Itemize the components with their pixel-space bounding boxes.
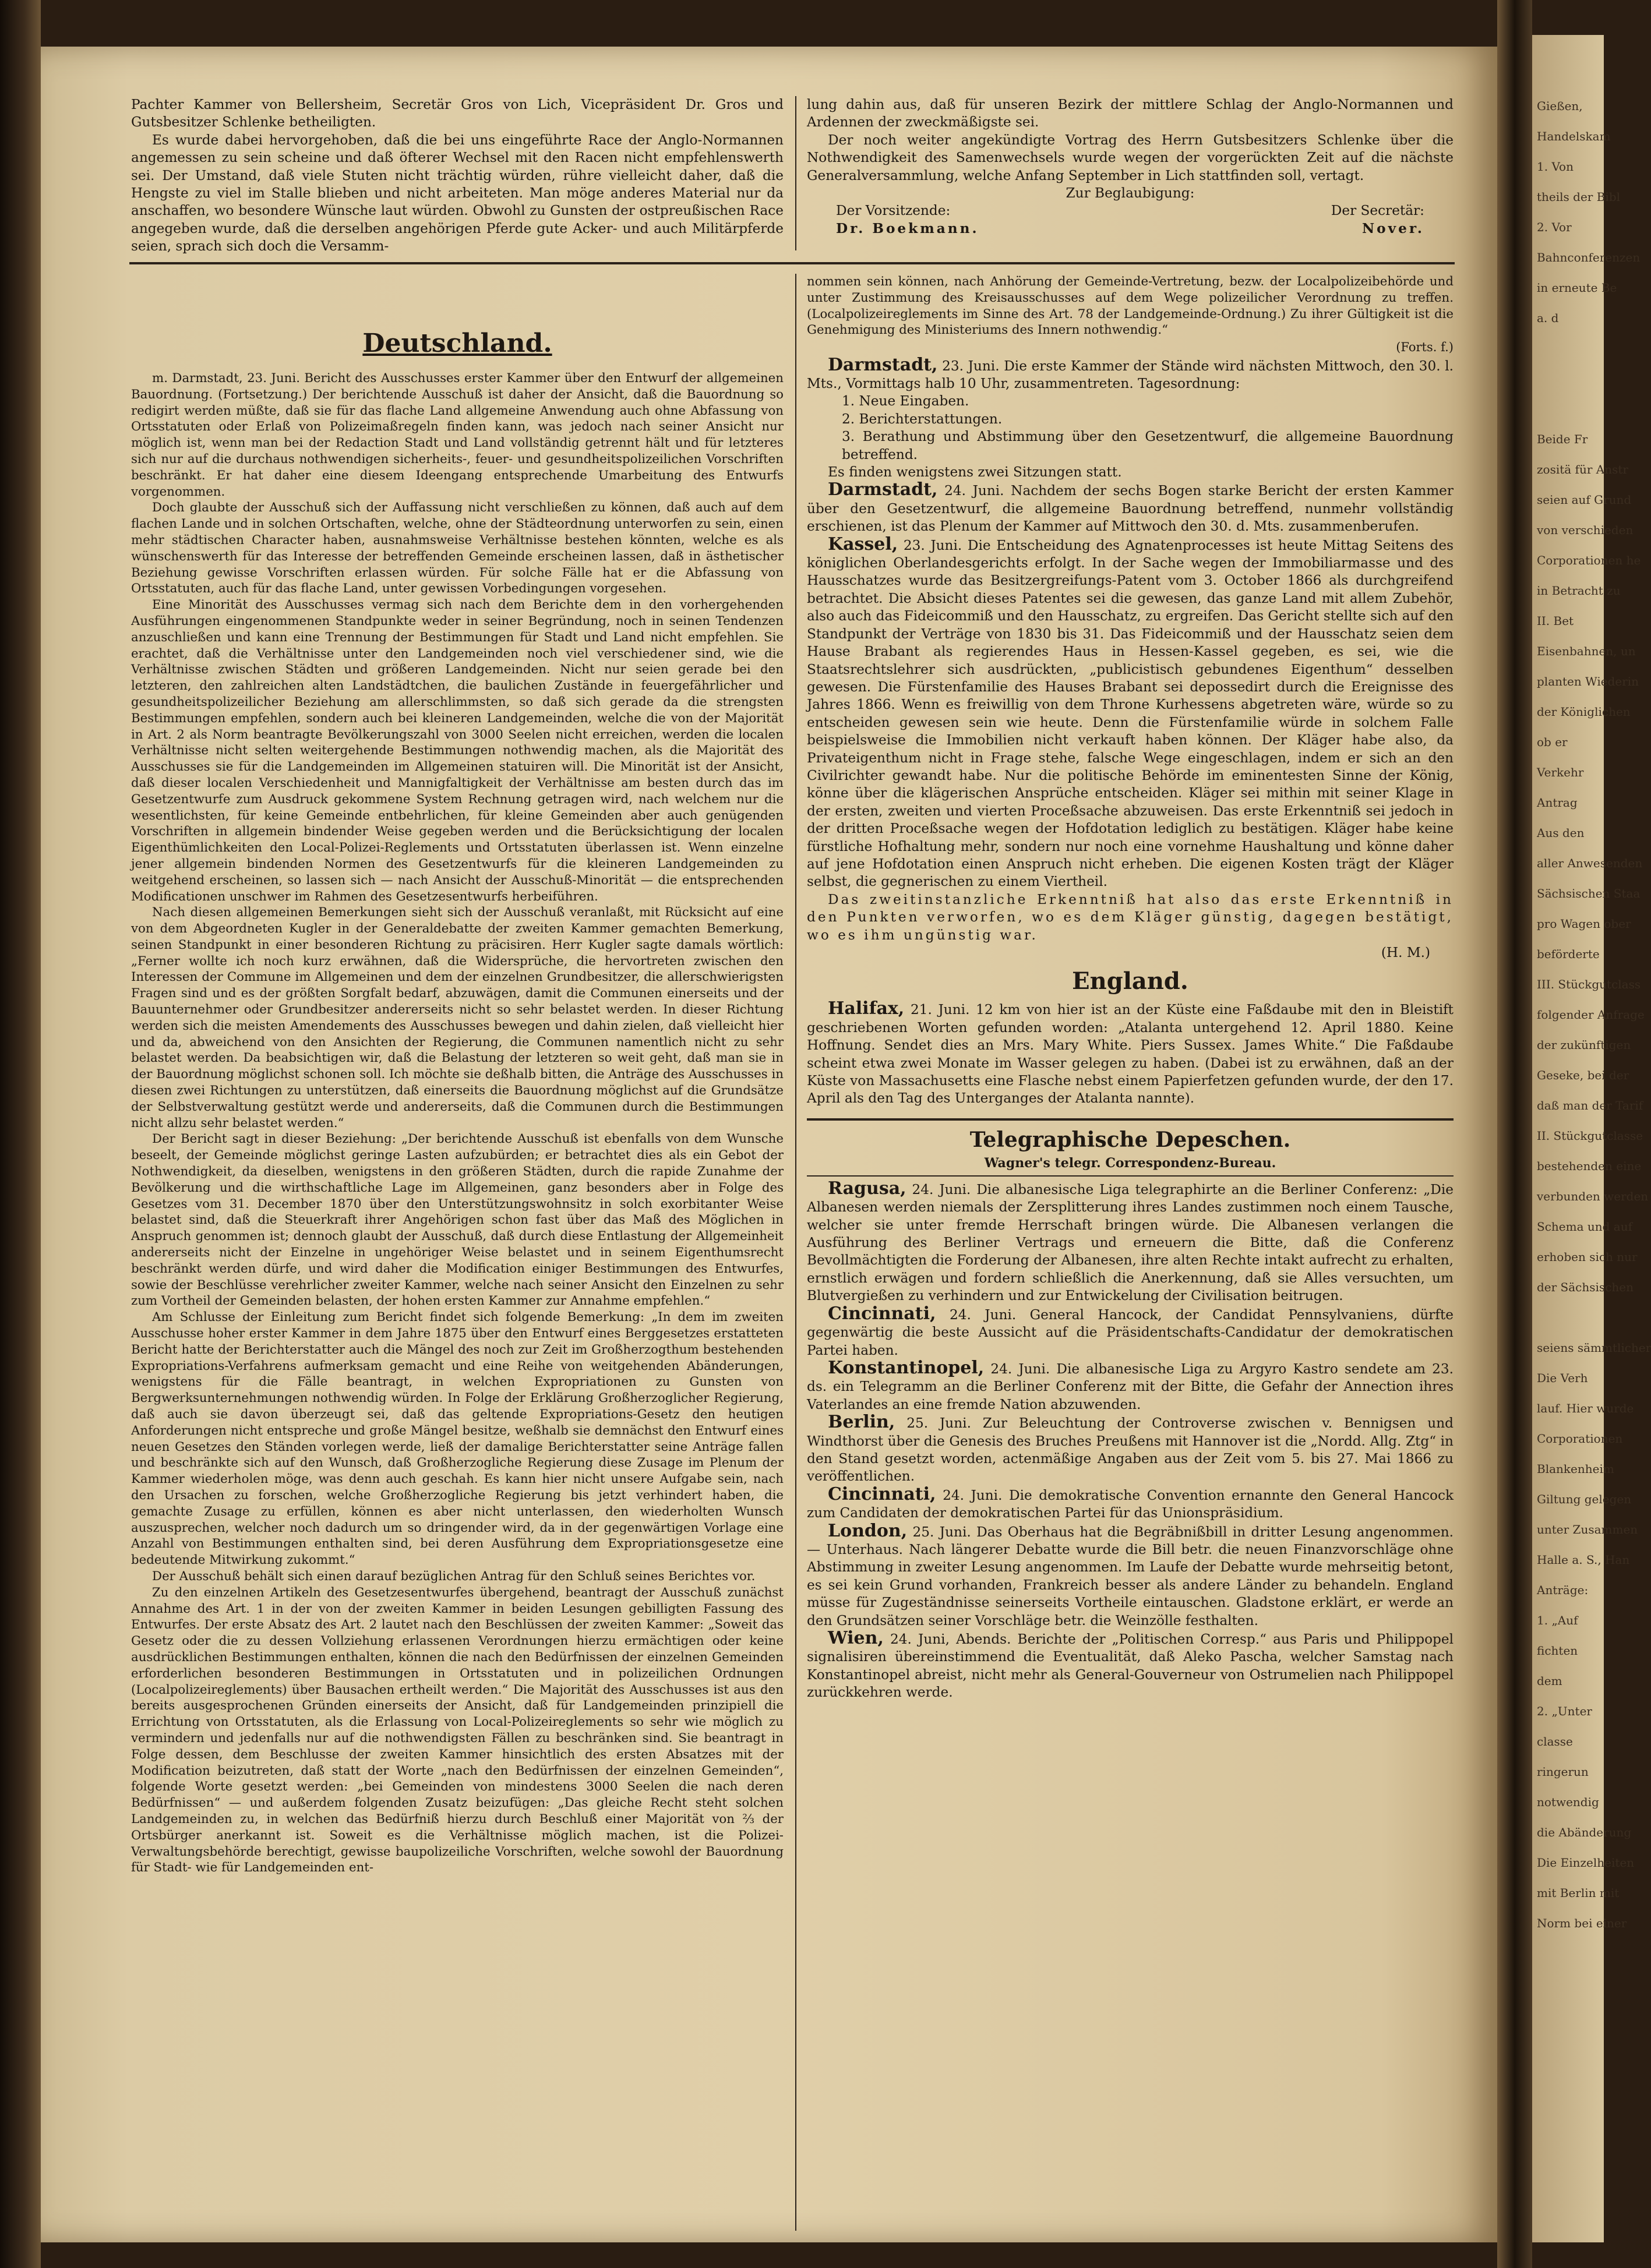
column-rule bbox=[795, 274, 796, 2231]
dispatch-item bbox=[807, 1414, 1454, 1486]
next-page-fragment: III. Stückgutclass bbox=[1537, 977, 1641, 991]
deutschland-heading: Deutschland. bbox=[362, 328, 552, 358]
deutschland-intro: m. Darmstadt, 23. Juni. Bericht des Ausschusses erster Kammer über den Entwurf der allgemeinen Bauordnung. (Fortsetzung.) Der berichtende Ausschuß ist daher der Ansicht, daß die Bauordnung so redigirt werden müßte, daß sie für das flache Land allgemeine Anwendung auch ohne Abfassung von Ortsstatuten oder Erlaß von Polizeimaßregeln finden kann, was jedoch nach seiner Ansicht nur möglich ist, wenn man bei der Redaction Stadt und Land vollständig getrennt hält und für letzteres sich nur auf die durchaus nothwendigen sicherheits-, feuer- und gesundheitspolizeilichen Vorschriften beschränkt. Er hat daher eine diesem Ideengang entsprechende Umarbeitung des Entwurfs vorgenommen. bbox=[131, 371, 784, 499]
next-page-fragment: der Sächsischen bbox=[1537, 1280, 1634, 1294]
dispatch-place: Cincinnati, bbox=[828, 1303, 936, 1324]
telegraph-subheading: Wagner's telegr. Correspondenz-Bureau. bbox=[807, 1154, 1454, 1177]
next-page-fragment: Halle a. S., Han bbox=[1537, 1553, 1630, 1567]
next-page-edge bbox=[1532, 35, 1651, 2242]
next-page-fragment: in erneute Be bbox=[1537, 281, 1617, 295]
dispatch-text: 24. Juni, Abends. Berichte der „Politischen Corresp.“ aus Paris und Philippopel signalisiren übereinstimmend die Eventualität, daß Aleko Pascha, welcher Samstag nach Konstantinopel abreist, nicht mehr als General-Gouverneur von Ostrumelien nach Philippopel zurückkehren werde. bbox=[807, 1631, 1454, 1701]
next-page-fragment: unter Zusammen bbox=[1537, 1522, 1638, 1536]
top-right-paragraph: lung dahin aus, daß für unseren Bezirk der mittlere Schlag der Anglo-Normannen und Ardennen der zweckmäßigste sei. bbox=[807, 97, 1454, 130]
dispatch-place: Wien, bbox=[828, 1628, 884, 1648]
right-main-column bbox=[807, 274, 1454, 1702]
next-page-fragment: II. Bet bbox=[1537, 614, 1574, 628]
deutschland-paragraph: Zu den einzelnen Artikeln des Gesetzesentwurfes übergehend, beantragt der Ausschuß zunächst Annahme des Art. 1 in der von der zweiten Kammer in beiden Lesungen gebilligten Fassung des Entwurfes. Der erste Absatz des Art. 2 lautet nach den Beschlüssen der zweiten Kammer: „Soweit das Gesetz oder die zu dessen Vollziehung erlassenen Verordnungen hierzu ermächtigen oder keine ausdrücklichen Bestimmungen enthalten, können die nach den Bedürfnissen der einzelnen Gemeinden erforderlichen besonderen Bestimmungen in Ortsstatuten und in polizeilichen Ordnungen (Localpolizeireglements) über Bausachen ertheilt werden.“ Die Majorität des Ausschusses ist aus den bereits ausgesprochenen Gründen einerseits der Ansicht, daß für Landgemeinden prinzipiell die Errichtung von Ortsstatuten, als die Erlassung von Local-Polizeireglements so sehr wie möglich zu vermindern und jedenfalls nur auf die nothwendigsten Fällen zu beschränken sind. Sie beantragt in Folge dessen, dem Beschlusse der zweiten Kammer hinsichtlich des ersten Absatzes mit der Modification beizutreten, daß statt der Worte „nach den Bedürfnissen der einzelnen Gemeinden“, folgende Worte gesetzt werden: „bei Gemeinden von mindestens 3000 Seelen die nach deren Bedürfnissen“ — und außerdem folgenden Zusatz beizufügen: „Das gleiche Recht steht solchen Landgemeinden zu, in welchen das Bedürfniß hierzu durch Beschluß einer Majorität von ⅔ der Ortsbürger anerkannt ist. Soweit es die Verhältnisse möglich machen, ist die Polizei-Verwaltungsbehörde berechtigt, gewisse baupolizeiliche Vorschriften, welche sowohl der Bauordnung für Stadt- wie für Landgemeinden ent- bbox=[131, 1585, 784, 1875]
next-page-fragment: Verkehr bbox=[1537, 765, 1584, 779]
deutschland-paragraph: Doch glaubte der Ausschuß sich der Auffassung nicht verschließen zu können, daß auch auf dem flachen Lande und in solchen Ortschaften, welche, ohne der Städteordnung unterworfen zu sein, einen mehr städtischen Character haben, ausnahmsweise Verhältnisse bestehen könnten, welche es als wünschenswerth für das Interesse der betreffenden Gemeinde erscheinen lassen, daß in ästhetischer Beziehung gewisse Vorschriften erlassen würden. Für solche Fälle hat er die Abfassung von Ortsstatuten, auch für das flache Land, unter gewissen Vorbedingungen vorgesehen. bbox=[131, 500, 784, 596]
next-page-fragment: theils der Bibl bbox=[1537, 190, 1621, 204]
agenda-list bbox=[807, 393, 1454, 464]
next-page-fragment: die Abänderung bbox=[1537, 1825, 1632, 1839]
top-left-column bbox=[131, 96, 784, 256]
dispatch-text: 24. Juni. Die albanesische Liga telegraphirte an die Berliner Conferenz: „Die Albanesen werden niemals der Zersplitterung ihres Landes zustimmen noch einem Tausche, welcher sie unter fremde Herrschaft bringen würde. Die Albanesen verlangen die Ausführung des Berliner Vertrags und erneuern die Bitte, daß die Conferenz Bevollmächtigten die Forderung der Albanesen, ihre alten Rechte intakt aufrecht zu erhalten, ernstlich erwägen und fordern schließlich die Anerkennung, daß sie Alles versuchten, um Blutvergießen zu verhindern und zur Entwickelung der Civilisation beitrugen. bbox=[807, 1181, 1454, 1304]
deutschland-paragraph: Der Bericht sagt in dieser Beziehung: „Der berichtende Ausschuß ist ebenfalls von dem Wunsche beseelt, der Gemeinde möglichst geringe Lasten aufzubürden; er betrachtet dies als ein Gebot der Nothwendigkeit, da dieselben, wenigstens in den größeren Städten, durch die rapide Zunahme der Bevölkerung und die wirthschaftliche Lage im Allgemeinen, ganz besonders aber in Folge des Gesetzes vom 31. December 1870 über den Unterstützungswohnsitz in solch exorbitanter Weise belastet sind, daß die Steuerkraft ihrer Angehörigen schon fast über das Maß des Möglichen in Anspruch genommen ist; dennoch glaubt der Ausschuß, daß durch diese Entlastung der Allgemeinheit andererseits nicht der Einzelne in ungehöriger Weise belastet und in seinem Eigenthumsrecht beschränkt werden dürfe, und wird daher die Modification einiger Bestimmungen des Entwurfes, sowie der Beschlüsse verehrlicher zweiter Kammer, welche nach seiner Ansicht den Einzelnen zu sehr zum Vortheil der Gemeinden belasten, der hohen ersten Kammer zur Annahme empfehlen.“ bbox=[131, 1132, 784, 1309]
next-page-fragment: Antrag bbox=[1537, 796, 1578, 810]
next-page-fragment: II. Stückgutclasse bbox=[1537, 1129, 1643, 1143]
deutschland-paragraph: Eine Minorität des Ausschusses vermag sich nach dem Berichte dem in den vorhergehenden Ausführungen eingenommenen Standpunkte weder in seiner Begründung, noch in seinen Tendenzen anzuschließen und kann eine Trennung der Bestimmungen für Stadt und Land nicht empfehlen. Sie erachtet, daß die Verhältnisse unter den Landgemeinden noch viel verschiedener sind, wie die Verhältnisse zwischen Städten und größeren Landgemeinden. Nicht nur seien gerade bei den letzteren, den zahlreichen alten Landstädtchen, die baulichen Zustände in feuergefährlicher und gesundheitspolizeilicher Beziehung am allerschlimmsten, so daß sich gerade da die strengsten Bestimmungen empfehlen, sondern auch bei kleineren Landgemeinden, welche die von der Majorität in Art. 2 als Norm beantragte Bevölkerungszahl von 3000 Seelen nicht erreichen, werden die localen Verhältnisse nicht selten weitergehende Bestimmungen nothwendig machen, als die Majorität des Ausschusses sie für die Landgemeinden im Allgemeinen statuiren will. Die Minorität ist der Ansicht, daß dieser localen Verschiedenheit und Mannigfaltigkeit der Verhältnisse am besten durch das im Gesetzentwurfe zum Ausdruck gekommene System Rechnung getragen wird, nach welchem nur die wesentlichsten, für keine Gemeinde entbehrlichen, für kleine Gemeinden aber auch genügenden Vorschriften in allgemein bindender Weise gegeben werden und die Berücksichtigung der localen Eigenthümlichkeiten den Local-Polizei-Reglements und Ortsstatuten überlassen ist. Wenn einzelne jener allgemein bindenden Normen des Gesetzentwurfs für die kleineren Landgemeinden zu weitgehend erscheinen, so lassen sich — nach Ansicht der Ausschuß-Minorität — die entsprechenden Modificationen unschwer im Rahmen des Gesetzesentwurfs herbeiführen. bbox=[131, 598, 784, 904]
top-left-paragraph: Es wurde dabei hervorgehoben, daß die bei uns eingeführte Race der Anglo-Normannen angemessen zu sein scheine und daß öfterer Wechsel mit den Racen nicht empfehlenswerth sei. Der Umstand, daß viele Stuten nicht trächtig würden, rühre vielleicht daher, daß die Hengste zu viel im Stalle blieben und nicht arbeiteten. Man möge anderes Material nur da anschaffen, wo besondere Wünsche laut würden. Obwohl zu Gunsten der ostpreußischen Race angegeben wurde, daß die derselben angehörigen Pferde gute Acker- und auch Militärpferde seien, sprach sich doch die Versamm- bbox=[131, 132, 784, 255]
continuation-paragraph: nommen sein können, nach Anhörung der Gemeinde-Vertretung, bezw. der Localpolizeibehörde und unter Zustimmung des Kreisausschusses auf dem Wege polizeilicher Verordnung zu treffen. (Localpolizeireglements im Sinne des Art. 78 der Landgemeinde-Ordnung.) Zu ihrer Gültigkeit ist die Genehmigung des Ministeriums des Innern nothwendig.“ bbox=[807, 274, 1454, 338]
next-page-fragment: Geseke, bei der bbox=[1537, 1068, 1629, 1082]
next-page-fragment: pro Wagen ober bbox=[1537, 917, 1631, 931]
dispatch-place: Ragusa, bbox=[828, 1178, 906, 1199]
next-page-fragment: 2. „Unter bbox=[1537, 1704, 1592, 1718]
next-page-fragment: Norm bei einer bbox=[1537, 1916, 1627, 1930]
next-page-fragment: fichten bbox=[1537, 1644, 1578, 1658]
signature-labels bbox=[807, 202, 1454, 220]
section-rule bbox=[129, 262, 1455, 264]
dispatch-item bbox=[807, 1359, 1454, 1414]
next-page-fragment: dem bbox=[1537, 1674, 1562, 1688]
dateline-place: Darmstadt, bbox=[828, 479, 938, 500]
next-page-fragment: Giltung gelegen bbox=[1537, 1492, 1632, 1506]
agenda-item: 3. Berathung und Abstimmung über den Gesetzentwurf, die allgemeine Bauordnung betreffend. bbox=[842, 429, 1454, 462]
next-page-fragment: Blankenheim bbox=[1537, 1462, 1614, 1476]
section-rule bbox=[807, 1118, 1454, 1121]
next-page-fragment: zositä für Anstr bbox=[1537, 462, 1628, 476]
kassel-verdict: Das zweitinstanzliche Erkenntniß hat also das erste Erkenntniß in den Punkten verworfen, wo es dem Kläger günstig, dagegen bestätigt, wo es ihm ungünstig war. bbox=[807, 891, 1454, 943]
top-left-paragraph: Pachter Kammer von Bellersheim, Secretär Gros von Lich, Vicepräsident Dr. Gros und Gutsbesitzer Schlenke betheiligten. bbox=[131, 97, 784, 130]
next-page-fragment: daß man der Tarif bbox=[1537, 1098, 1643, 1112]
next-page-fragment: lauf. Hier wurde bbox=[1537, 1401, 1634, 1415]
next-page-fragment: planten Wiederin bbox=[1537, 674, 1639, 688]
next-page-fragment: mit Berlin mit bbox=[1537, 1886, 1620, 1900]
next-page-fragment: Die Verh bbox=[1537, 1371, 1588, 1385]
next-page-fragment: erhoben sich nur bbox=[1537, 1250, 1638, 1264]
kassel-report: 23. Juni. Die Entscheidung des Agnatenprocesses ist heute Mittag Seitens des königlichen Oberlandesgerichts erfolgt. In der Sache wegen der Immobiliarmasse und des Hausschatzes wurde das Besitzergreifungs-Patent vom 3. October 1866 als durchgreifend betrachtet. Die Absicht dieses Patentes sei die gewesen, das ganze Land mit allem Zubehör, also auch das Fideicommiß und den Hausschatz, zu ergreifen. Das Gericht stellte sich auf den Standpunkt der Verträge von 1830 bis 31. Das Fideicommiß und der Hausschatz seien dem Hause Brabant als regierendes Haus in Hessen-Kassel gegeben, es sei, wie die Staatsrechtslehrer sich ausdrückten, „publicistisch gebundenes Eigenthum“ desselben gewesen. Die Fürstenfamilie des Hauses Brabant sei depossedirt durch die Ereignisse des Jahres 1866. Wenn es freiwillig von dem Throne Kurhessens abgetreten wäre, würde so zu entscheiden gewesen sein wie heute. Denn die Fürstenfamilie würde in solchem Falle beispielsweise die Immobilien nicht verkauft haben können. Der Kläger habe also, da Privateigenthum nicht in Frage stehe, falsche Wege eingeschlagen, indem er sich an den Civilrichter gewandt habe. Nur die politische Behörde im eminentesten Sinne der König, könne über die klägerischen Ansprüche entscheiden. Kläger sei mithin mit seiner Klage in der ersten, zweiten und vierten Proceßsache abzuweisen. Das erste Erkenntniß sei jedoch in der dritten Proceßsache wegen der Hofdotation lediglich zu bestätigen. Kläger habe keine fürstliche Hofhaltung mehr, sondern nur noch eine vornehme Haushaltung und könne daher auf jene Hofdotation einen Anspruch nicht erheben. Die eigenen Kosten trägt der Kläger selbst, die gegnerischen zu einem Viertheil. bbox=[807, 537, 1454, 890]
next-page-fragment: notwendig bbox=[1537, 1795, 1599, 1809]
kassel-source: (H. M.) bbox=[1381, 945, 1430, 960]
dispatch-place: Berlin, bbox=[828, 1412, 895, 1433]
england-heading: England. bbox=[1072, 967, 1188, 995]
next-page-fragment: Corporationen he bbox=[1537, 553, 1641, 567]
next-page-fragment: der zukünftigen bbox=[1537, 1038, 1631, 1052]
next-page-fragment: Corporationen bbox=[1537, 1432, 1623, 1446]
next-page-fragment: Schema und auf bbox=[1537, 1220, 1632, 1234]
next-page-fragment: seien auf Grund bbox=[1537, 493, 1632, 507]
dateline-place: Darmstadt, bbox=[828, 354, 938, 375]
next-page-fragment: beförderte bbox=[1537, 947, 1600, 961]
next-page-fragment: in Betracht zu bbox=[1537, 584, 1621, 598]
agenda-item: 2. Berichterstattungen. bbox=[842, 411, 1003, 427]
next-page-fragment: seiens sämmtlicher bbox=[1537, 1341, 1651, 1355]
dispatch-text: 25. Juni. Zur Beleuchtung der Controverse zwischen v. Bennigsen und Windthorst über die Genesis des Bruches Preußens mit Hannover ist die „Nordd. Allg. Ztg“ in den Stand gesetzt worden, actenmäßige Angaben aus der Zeit vom 5. bis 27. Mai 1866 zu veröffentlichen. bbox=[807, 1415, 1454, 1485]
next-page-fragment: Anträge: bbox=[1537, 1583, 1589, 1597]
next-page-fragment: Beide Fr bbox=[1537, 432, 1588, 446]
next-page-fragment: Handelskam bbox=[1537, 129, 1611, 143]
next-page-fragment: a. d bbox=[1537, 311, 1559, 325]
next-page-fragment: bestehenden eine bbox=[1537, 1159, 1642, 1173]
dispatch-item bbox=[807, 1630, 1454, 1702]
top-right-column bbox=[807, 96, 1454, 238]
next-page-fragment: Eisenbahnen, un bbox=[1537, 644, 1636, 658]
next-page-fragment: 1. Von bbox=[1537, 160, 1574, 174]
book-gutter bbox=[1497, 0, 1532, 2268]
dispatch-item bbox=[807, 1180, 1454, 1305]
column-rule bbox=[795, 96, 796, 250]
attestation-label: Zur Beglaubigung: bbox=[1066, 185, 1195, 202]
dispatch-place: Konstantinopel, bbox=[828, 1357, 985, 1378]
dispatch-text: 25. Juni. Das Oberhaus hat die Begräbnißbill in dritter Lesung angenommen. — Unterhaus. Nach längerer Debatte wurde die Bill betr. die neuen Finanzvorschläge ohne Abstimmung in zweiter Lesung angenommen. Im Laufe der Debatte wurde mehrseitig betont, es sei kein Grund vorhanden, Frankreich besser als andere Länder zu behandeln. England müsse für Zugeständnisse seinerseits Vortheile eintauschen. Gladstone erklärt, er werde an den Grundsätzen seiner Vorschläge betr. die Weinzölle festhalten. bbox=[807, 1524, 1454, 1628]
darmstadt-notice: 23. Juni. Die erste Kammer der Stände wird nächsten Mittwoch, den 30. l. Mts., Vormittags halb 10 Uhr, zusammentreten. Tagesordnung: bbox=[807, 358, 1454, 391]
dispatch-text: 24. Juni. Die albanesische Liga zu Argyro Kastro sendete am 23. ds. ein Telegramm an die Berliner Conferenz mit der Bitte, die Gefahr der Annection ihres Vaterlandes an eine fremde Nation abzuwenden. bbox=[807, 1361, 1454, 1412]
darmstadt-report: 24. Juni. Nachdem der sechs Bogen starke Bericht der ersten Kammer über den Gesetzentwurf, die allgemeine Bauordnung betreffend, nunmehr vollständig erschienen, ist das Plenum der Kammer auf Mittwoch den 30. d. Mts. zusammenberufen. bbox=[807, 483, 1454, 535]
book-spine bbox=[0, 0, 41, 2268]
next-page-fragment: Gießen, bbox=[1537, 99, 1583, 113]
next-page-fragment: classe bbox=[1537, 1734, 1573, 1748]
telegraph-heading: Telegraphische Depeschen. bbox=[969, 1127, 1291, 1152]
left-main-column bbox=[131, 326, 784, 1876]
deutschland-paragraph: Nach diesen allgemeinen Bemerkungen sieht sich der Ausschuß veranlaßt, mit Rücksicht auf eine von dem Abgeordneten Kugler in der Generaldebatte der zweiten Kammer gemachten Bemerkung, seinen Standpunkt in einer besonderen Richtung zu präcisiren. Herr Kugler sagte damals wörtlich: „Ferner wollte ich noch kurz erwähnen, daß die Widersprüche, die hervortreten zwischen den Interessen der Commune im Allgemeinen und dem der einzelnen Grundbesitzer, die allerschwierigsten Fragen sind und es der größten Sorgfalt bedarf, abzuwägen, damit die Communen einerseits und der Bauunternehmer oder Grundbesitzer andererseits nicht so sehr belastet werden. In dieser Richtung werden sich die meisten Amendements des Ausschusses bewegen und dahin zielen, daß vielleicht hier und da, abweichend von den Ansichten der Regierung, die Communen namentlich nicht zu sehr belastet werden. Da beabsichtigen wir, daß die Belastung der letzteren so weit geht, daß man sie in der Bauordnung möglichst schonen soll. Ich möchte sie deßhalb bitten, die Anträge des Ausschusses in diesen zwei Richtungen zu unterstützen, daß einerseits die Bauordnung möglichst auf die Grundsätze der Selbstverwaltung gestützt werde und andererseits, daß die Communen durch die Bestimmungen nicht allzu sehr belastet werden.“ bbox=[131, 905, 784, 1131]
continuation-note: (Forts. f.) bbox=[1396, 340, 1454, 355]
agenda-item: 1. Neue Eingaben. bbox=[842, 393, 969, 409]
dispatch-text: 24. Juni. Die demokratische Convention ernannte den General Hancock zum Candidaten der demokratischen Partei für das Unionspräsidium. bbox=[807, 1487, 1454, 1521]
next-page-fragment: aller Anwesenden bbox=[1537, 856, 1643, 870]
next-page-fragment: Aus den bbox=[1537, 826, 1585, 840]
next-page-fragment: ob er bbox=[1537, 735, 1568, 749]
next-page-fragment: folgender Anfrage bbox=[1537, 1008, 1645, 1022]
chair-label: Der Vorsitzende: bbox=[836, 203, 951, 219]
dateline-place: Kassel, bbox=[828, 534, 898, 554]
next-page-fragment: 2. Vor bbox=[1537, 220, 1572, 234]
top-right-paragraph: Der noch weiter angekündigte Vortrag des Herrn Gutsbesitzers Schlenke über die Nothwendigkeit des Samenwechsels wurde wegen der vorgerückten Zeit auf die nächste Generalversammlung, welche Anfang September in Lich stattfinden soll, vertagt. bbox=[807, 132, 1454, 183]
deutschland-paragraph: Der Ausschuß behält sich einen darauf bezüglichen Antrag für den Schluß seines Berichtes vor. bbox=[152, 1568, 756, 1584]
sessions-note: Es finden wenigstens zwei Sitzungen statt. bbox=[828, 464, 1122, 481]
dispatch-text: 24. Juni. General Hancock, der Candidat Pennsylvaniens, dürfte gegenwärtig die beste Aussicht auf die Präsidentschafts-Candidatur der demokratischen Partei haben. bbox=[807, 1306, 1454, 1358]
deutschland-paragraph: Am Schlusse der Einleitung zum Bericht findet sich folgende Bemerkung: „In dem im zweiten Ausschusse hoher erster Kammer in dem Jahre 1875 über den Entwurf eines Berggesetzes erstatteten Bericht hatte der Berichterstatter auch die Mängel des noch zur Zeit im Großherzogthum bestehenden Expropriations-Verfahrens aufmerksam gemacht und eine Reihe von weitgehenden Abänderungen, wenigstens für die Fälle beantragt, in welchen Expropriationen zu Gunsten von Bergwerksunternehmungen nothwendig würden. In Folge der Erklärung Großherzoglicher Regierung, daß auch sie davon überzeugt sei, daß das geltende Expropriations-Gesetz den heutigen Anforderungen nicht entspreche und große Mängel besitze, weßhalb sie demnächst den Entwurf eines neuen Gesetzes den Ständen vorlegen werde, ließ der damalige Berichterstatter seine Anträge fallen und beschränkte sich auf den Wunsch, daß Großherzogliche Regierung diese Zusage im Plenum der Kammer wiederholen möge, was denn auch geschah. Es kann hier nicht unsere Aufgabe sein, nach den Ursachen zu forschen, welche Großherzogliche Regierung bis jetzt verhindert haben, die gemachte Zusage zu erfüllen, können es aber nicht unterlassen, den wiederholten Wunsch auszusprechen, welcher noch dadurch um so dringender wird, da in der gegenwärtigen Vorlage eine Anzahl von Bestimmungen enthalten sind, bei deren Ausführung dem Expropriationsgesetze eine bedeutende Mitwirkung zukommt.“ bbox=[131, 1310, 784, 1568]
dispatch-list bbox=[807, 1180, 1454, 1702]
dateline-place: Halifax, bbox=[828, 998, 905, 1019]
next-page-fragment: Bahnconferenzen bbox=[1537, 250, 1641, 264]
next-page-fragment: der Königlichen bbox=[1537, 705, 1631, 719]
chair-name: Dr. Boekmann. bbox=[836, 220, 979, 236]
dispatch-item bbox=[807, 1483, 1454, 1522]
next-page-fragment: Die Einzelheiten bbox=[1537, 1856, 1635, 1870]
halifax-report: 21. Juni. 12 km von hier ist an der Küste eine Faßdaube mit den in Bleistift geschriebenen Worten gefunden worden: „Atalanta untergehend 12. April 1880. Keine Hoffnung. Sendet dies an Mrs. Mary White. Piers Sussex. James White.“ Die Faßdaube scheint etwa zwei Monate im Wasser gelegen zu haben. (Dabei ist zu erwähnen, daß an der Küste von Massachusetts eine Flasche nebst einem Papierfetzen gefunden wurde, der den 17. April als den Tag des Unterganges der Atalanta nannte). bbox=[807, 1002, 1454, 1107]
next-page-fragment: Sächsischen Staa bbox=[1537, 886, 1641, 900]
dispatch-item bbox=[807, 1522, 1454, 1630]
next-page-fragment: von verschieden bbox=[1537, 523, 1634, 537]
dispatch-item bbox=[807, 1305, 1454, 1359]
next-page-fragment: verbunden werden bbox=[1537, 1189, 1649, 1203]
signature-names bbox=[807, 220, 1454, 238]
next-page-fragment: ringerun bbox=[1537, 1765, 1589, 1779]
dispatch-place: London, bbox=[828, 1520, 908, 1541]
dispatch-place: Cincinnati, bbox=[828, 1483, 936, 1504]
next-page-fragment: 1. „Auf bbox=[1537, 1613, 1578, 1627]
secretary-label: Der Secretär: bbox=[1331, 203, 1424, 219]
secretary-name: Nover. bbox=[1361, 220, 1424, 236]
